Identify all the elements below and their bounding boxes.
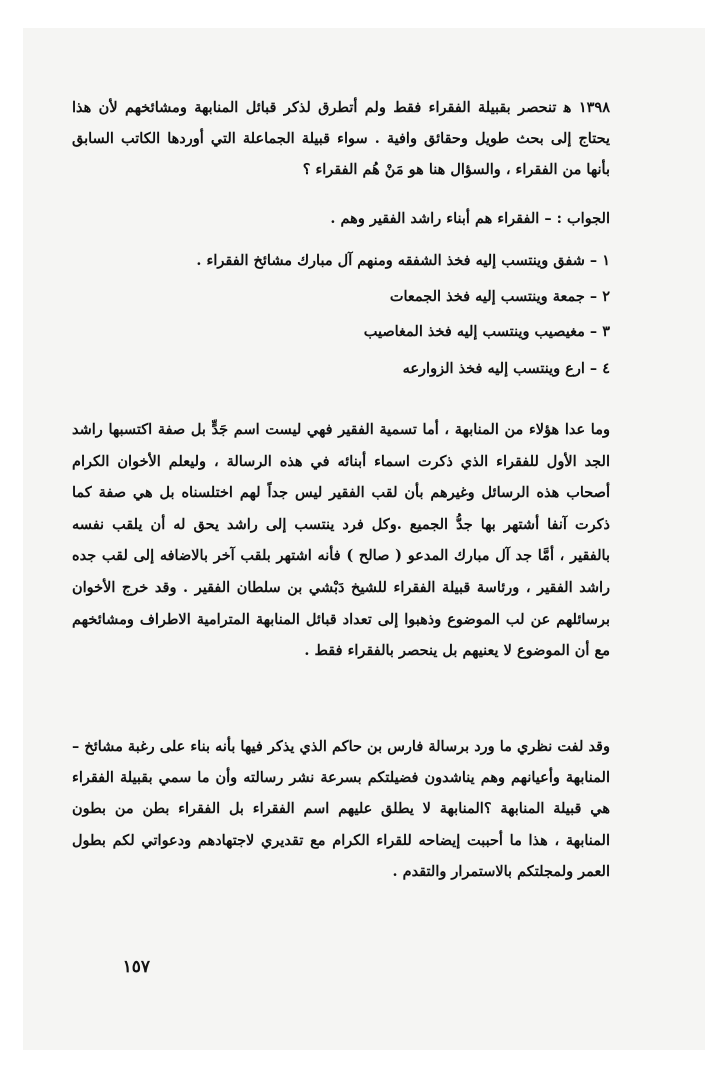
list-item: ٤ – ارع وينتسب إليه فخذ الزوارعه (402, 360, 610, 377)
paragraph-1: ١٣٩٨ ﻫ تنحصر بقبيلة الفقراء فقط ولم أتطرق لذكر قبائل المنابهة ومشائخهم لأن هذا يحتاج إلى بحث طويل وحقائق وافية . سواء قبيلة الجماعلة التي أوردها الكاتب السابق بأنها من الفقراء ، والسؤال هنا هو مَنْ هُم الفقراء ؟ (72, 99, 610, 178)
paragraph-3: وقد لفت نظري ما ورد برسالة فارس بن حاكم الذي يذكر فيها بأنه بناء على رغبة مشائخ – المنابهة وأعيانهم وهم يناشدون فضيلتكم بسرعة نشر رسالته وأن ما سمي بقبيلة الفقراء هي قبيلة المنابهة ؟المنابهة لا يطلق عليهم اسم الفقراء بل الفقراء بطن من بطون المنابهة ، هذا ما أحببت إيضاحه للقراء الكرام مع تقديري لاجتهادهم ودعواتي لكم بطول العمر ولمجلتكم بالاستمرار والتقدم . (72, 738, 610, 880)
answer-line: الجواب : – الفقراء هم أبناء راشد الفقير وهم . (330, 210, 610, 227)
list-item: ١ – شفق وينتسب إليه فخذ الشفقه ومنهم آل مبارك مشائخ الفقراء . (196, 252, 610, 269)
list-item: ٢ – جمعة وينتسب إليه فخذ الجمعات (389, 288, 610, 305)
page-number: ١٥٧ (122, 957, 150, 977)
paragraph-2: وما عدا هؤلاء من المنابهة ، أما تسمية الفقير فهي ليست اسم جَدٍّ بل صفة اكتسبها راشد الجد الأول للفقراء الذي ذكرت اسماء أبنائه في هذه الرسالة ، وليعلم الأخوان الكرام أصحاب هذه الرسائل وغيرهم بأن لقب الفقير ليس جداً لهم اختلسناه بل هي صفة كما ذكرت آنفا أشتهر بها جدُّ الجميع .وكل فرد ينتسب إلى راشد يحق له أن يلقب نفسه بالفقير ، أمَّا جد آل مبارك المدعو ( صالح ) فأنه اشتهر بلقب آخر بالاضافه إلى لقب جده راشد الفقير ، ورئاسة قبيلة الفقراء للشيخ دَبْشي بن سلطان الفقير . وقد خرج الأخوان برسائلهم عن لب الموضوع وذهبوا إلى تعداد قبائل المنابهة المترامية الاطراف ومشائخهم مع أن الموضوع لا يعنيهم بل ينحصر بالفقراء فقط . (72, 421, 610, 660)
list-item: ٣ – مغيصيب وينتسب إليه فخذ المغاصيب (363, 323, 610, 340)
